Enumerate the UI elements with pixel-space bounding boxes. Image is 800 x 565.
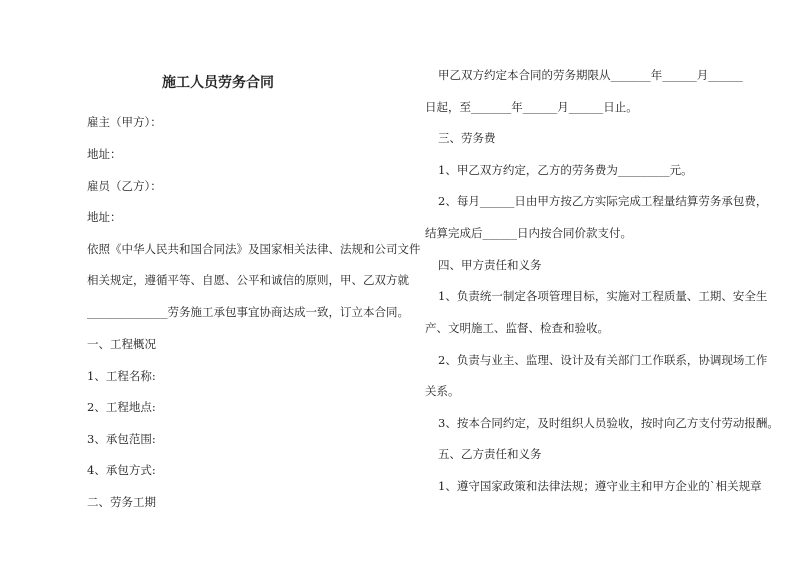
section-heading-5: 五、乙方责任和义务 — [438, 447, 542, 461]
intro-line-3: ______________劳务施工承包事宜协商达成一致，订立本合同。 — [87, 305, 409, 319]
contract-method-label: 4、承包方式: — [87, 463, 156, 477]
contract-scope-label: 3、承包范围: — [87, 432, 156, 446]
contract-title: 施工人员劳务合同 — [162, 75, 274, 91]
employer-label: 雇主（甲方）： — [87, 115, 162, 129]
party-a-duty-3: 3、按本合同约定，及时组织人员验收，按时向乙方支付劳动报酬。 — [438, 416, 779, 430]
section-heading-4: 四、甲方责任和义务 — [438, 258, 542, 272]
section-heading-3: 三、劳务费 — [438, 131, 496, 145]
fee-item-1: 1、甲乙双方约定，乙方的劳务费为_________元。 — [438, 163, 693, 177]
party-a-duty-2-line-2: 关系。 — [425, 384, 460, 398]
party-a-duty-2-line-1: 2、负责与业主、监理、设计及有关部门工作联系，协调现场工作 — [438, 353, 768, 367]
employee-address-label: 地址： — [87, 210, 122, 224]
section-heading-1: 一、工程概况 — [87, 337, 156, 351]
intro-line-1: 依照《中华人民共和国合同法》及国家相关法律、法规和公司文件 — [87, 242, 421, 256]
fee-item-2-line-1: 2、每月______日由甲方按乙方实际完成工程量结算劳务承包费， — [438, 194, 768, 208]
party-a-duty-1-line-1: 1、负责统一制定各项管理目标，实施对工程质量、工期、安全生 — [438, 289, 768, 303]
intro-line-2: 相关规定，遵循平等、自愿、公平和诚信的原则，甲、乙双方就 — [87, 273, 409, 287]
party-b-duty-1: 1、遵守国家政策和法律法规；遵守业主和甲方企业的`相关规章 — [438, 479, 762, 493]
project-name-label: 1、工程名称: — [87, 369, 156, 383]
period-line-1: 甲乙双方约定本合同的劳务期限从_______年______月______ — [438, 68, 743, 82]
employer-address-label: 地址： — [87, 147, 122, 161]
period-line-2: 日起，至_______年______月______日止。 — [425, 100, 638, 114]
section-heading-2: 二、劳务工期 — [87, 495, 156, 509]
project-location-label: 2、工程地点: — [87, 400, 156, 414]
fee-item-2-line-2: 结算完成后______日内按合同价款支付。 — [425, 226, 632, 240]
party-a-duty-1-line-2: 产、文明施工、监督、检查和验收。 — [425, 321, 609, 335]
employee-label: 雇员（乙方）： — [87, 179, 162, 193]
